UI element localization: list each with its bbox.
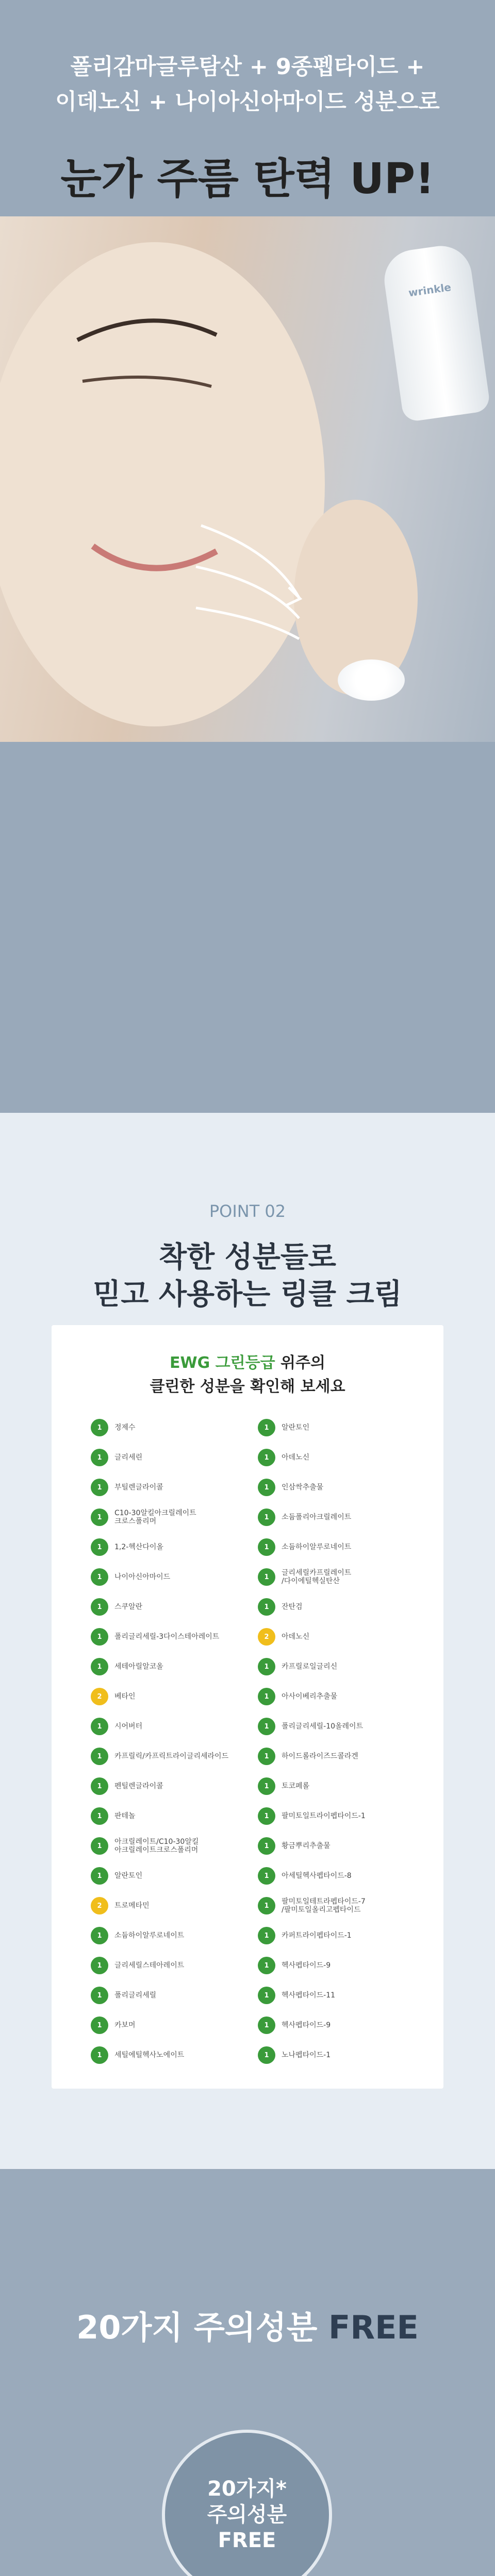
ingredient-name: 아데노신 — [282, 1453, 310, 1462]
ingredient-name: 하이드롤라이즈드콜라겐 — [282, 1752, 358, 1760]
ingredient-name: 황금뿌리추출물 — [282, 1842, 331, 1850]
ingredient-row — [258, 1476, 410, 1499]
ingredient-row — [258, 1744, 410, 1768]
ewg-grade-badge: 2 — [91, 1688, 108, 1705]
ingredient-name: 아데노신 — [282, 1633, 310, 1641]
ingredient-name: 헥사펩타이드-9 — [282, 1961, 331, 1970]
ingredient-name: 카프릴릭/카프릭트라이글리세라이드 — [114, 1752, 229, 1760]
ewg-grade-badge: 1 — [91, 1927, 108, 1944]
ingredient-name: 소듐폴리아크릴레이트 — [282, 1513, 352, 1521]
ingredient-name: 카퍼트라이펩타이드-1 — [282, 1931, 352, 1940]
ingredient-row — [91, 1685, 243, 1708]
ewg-grade-badge: 1 — [258, 1568, 275, 1586]
ingredient-name: 알란토인 — [114, 1872, 143, 1880]
ingredient-row — [258, 1446, 410, 1469]
lift-arrows-icon — [180, 505, 315, 675]
ewg-grade-badge: 1 — [258, 1688, 275, 1705]
ingredient-row — [258, 1834, 410, 1858]
ewg-grade-badge: 1 — [258, 1777, 275, 1795]
card-heading-2: 클린한 성분을 확인해 보세요 — [150, 1378, 345, 1396]
ingredient-name: 펜틸렌글라이콜 — [114, 1782, 163, 1790]
hero-subtitle-2: 이데노신 + 나이아신아마이드 성분으로 — [55, 89, 440, 115]
ingredient-row — [91, 1565, 243, 1589]
ewg-grade-badge: 2 — [258, 1628, 275, 1646]
ingredient-row — [91, 1924, 243, 1947]
ingredient-name: 잔탄검 — [282, 1603, 303, 1611]
ingredient-name: 부틸렌글라이콜 — [114, 1483, 163, 1492]
ingredient-name: 토코페롤 — [282, 1782, 310, 1790]
ingredient-row — [91, 1804, 243, 1828]
ingredient-name: 글리세릴카프릴레이트 /다이에틸헥실탄산 — [282, 1569, 352, 1585]
ewg-grade-badge: 1 — [91, 1479, 108, 1496]
ingredient-name: 팔미토일테트라펩타이드-7 /팔미토일올리고펩타이드 — [282, 1897, 366, 1914]
ingredient-name: 베타인 — [114, 1692, 136, 1701]
ewg-grade-badge: 2 — [91, 1897, 108, 1914]
ingredient-row — [91, 1535, 243, 1559]
tube-label: wrinkle — [407, 281, 452, 299]
ewg-grade-badge: 1 — [91, 1449, 108, 1466]
ingredients-title-1: 착한 성분들로 — [158, 1241, 337, 1274]
ingredient-name: 소듐하이알루로네이트 — [114, 1931, 185, 1940]
hero-headline: 눈가 주름 탄력 UP! — [60, 155, 435, 204]
ewg-grade-badge: 1 — [91, 1718, 108, 1735]
ingredient-name: 트로메타민 — [114, 1902, 150, 1910]
ingredient-row — [258, 1565, 410, 1589]
ewg-grade-badge: 1 — [91, 1987, 108, 2004]
ewg-grade-badge: 1 — [91, 1419, 108, 1436]
ingredient-name: 글리세릴스테아레이트 — [114, 1961, 185, 1970]
ingredient-row — [258, 1625, 410, 1649]
ingredient-row — [258, 2043, 410, 2067]
ewg-grade-badge: 1 — [91, 1867, 108, 1885]
ingredient-row — [258, 1655, 410, 1679]
free-title: 20가지 주의성분 FREE — [76, 2309, 419, 2346]
ingredient-name: 알란토인 — [282, 1423, 310, 1432]
ewg-grade-badge: 1 — [91, 1957, 108, 1974]
ewg-grade-badge: 1 — [91, 1509, 108, 1526]
ingredient-row — [258, 1595, 410, 1619]
ingredient-name: 나이아신아마이드 — [114, 1573, 171, 1581]
ingredient-row — [91, 1954, 243, 1977]
ingredient-name: 팔미토일트라이펩타이드-1 — [282, 1812, 366, 1820]
ingredient-row — [258, 1685, 410, 1708]
ingredient-name: 정제수 — [114, 1423, 136, 1432]
ingredient-name: 헥사펩타이드-9 — [282, 2021, 331, 2029]
ingredient-name: 폴리글리세릴-10올레이트 — [282, 1722, 364, 1731]
ingredient-row — [91, 2043, 243, 2067]
ewg-grade-badge: 1 — [91, 1807, 108, 1825]
ingredient-row — [91, 1774, 243, 1798]
ewg-grade-badge: 1 — [258, 1598, 275, 1616]
ewg-grade-badge: 1 — [91, 1628, 108, 1646]
ewg-grade-badge: 1 — [258, 1748, 275, 1765]
ingredient-name: 아크릴레이트/C10-30알킬 아크릴레이트크로스폴리머 — [114, 1838, 199, 1854]
ingredient-name: 노나펩타이드-1 — [282, 2051, 331, 2059]
ingredient-row — [91, 1416, 243, 1439]
ingredient-row — [258, 1804, 410, 1828]
ingredient-name: 1,2-헥산다이올 — [114, 1543, 163, 1551]
ingredient-name: 시어버터 — [114, 1722, 143, 1731]
ingredient-name: C10-30알킬아크릴레이트 크로스폴리머 — [114, 1509, 196, 1526]
ingredient-row — [258, 1894, 410, 1918]
ewg-grade-badge: 1 — [91, 2016, 108, 2034]
ewg-grade-badge: 1 — [91, 1748, 108, 1765]
ingredient-name: 헥사펩타이드-11 — [282, 1991, 336, 1999]
ingredient-name: 카프릴로일글리신 — [282, 1663, 338, 1671]
ewg-grade-badge: 1 — [91, 1658, 108, 1675]
ingredient-name: 판테놀 — [114, 1812, 136, 1820]
ingredient-row — [258, 1715, 410, 1738]
cream-dollop-image — [338, 659, 405, 701]
ingredient-row — [91, 2013, 243, 2037]
ingredient-name: 아세틸헥사펩타이드-8 — [282, 1872, 352, 1880]
ingredient-row — [91, 1476, 243, 1499]
ewg-green-label: EWG 그린등급 — [170, 1354, 275, 1372]
ewg-grade-badge: 1 — [258, 1867, 275, 1885]
ewg-grade-badge: 1 — [258, 2016, 275, 2034]
card-heading-1: EWG 그린등급 위주의 — [170, 1354, 325, 1372]
point-02-label: POINT 02 — [209, 1201, 286, 1221]
ingredient-name: 인삼싹추출물 — [282, 1483, 324, 1492]
ewg-grade-badge: 1 — [258, 1897, 275, 1914]
ewg-grade-badge: 1 — [258, 1837, 275, 1855]
ingredient-row — [258, 1984, 410, 2007]
ingredients-card — [52, 1325, 443, 2089]
ingredient-row — [258, 1864, 410, 1888]
ingredient-row — [91, 1595, 243, 1619]
ingredient-name: 폴리글리세릴-3다이스테아레이트 — [114, 1633, 220, 1641]
ingredient-row — [91, 1715, 243, 1738]
ingredient-row — [258, 1924, 410, 1947]
hero-section — [0, 0, 495, 1113]
ingredient-row — [258, 1505, 410, 1529]
hero-subtitle-1: 폴리감마글루탐산 + 9종펩타이드 + — [70, 54, 425, 80]
ewg-grade-badge: 1 — [258, 1419, 275, 1436]
ingredient-row — [91, 1446, 243, 1469]
ingredient-name: 카보머 — [114, 2021, 136, 2029]
ingredient-name: 글리세린 — [114, 1453, 143, 1462]
ingredient-row — [91, 1744, 243, 1768]
ingredient-name: 폴리글리세릴 — [114, 1991, 157, 1999]
ewg-grade-badge: 1 — [91, 1538, 108, 1556]
ewg-grade-badge: 1 — [91, 1837, 108, 1855]
ingredient-name: 스쿠알란 — [114, 1603, 143, 1611]
ingredient-row — [91, 1505, 243, 1529]
ewg-grade-badge: 1 — [91, 1598, 108, 1616]
ingredient-row — [91, 1625, 243, 1649]
ewg-grade-badge: 1 — [258, 1987, 275, 2004]
ewg-grade-badge: 1 — [258, 1538, 275, 1556]
ewg-grade-badge: 1 — [258, 1479, 275, 1496]
ewg-grade-badge: 1 — [258, 1449, 275, 1466]
ewg-grade-badge: 1 — [258, 1509, 275, 1526]
free-section — [0, 2169, 495, 2576]
ingredient-row — [258, 1774, 410, 1798]
ewg-grade-badge: 1 — [258, 1927, 275, 1944]
ingredient-row — [258, 1954, 410, 1977]
ingredients-section — [0, 1113, 495, 2169]
ewg-grade-badge: 1 — [258, 2046, 275, 2064]
free-badge-20: 20가지* 주의성분 FREE — [162, 2430, 332, 2576]
ingredient-row — [91, 1655, 243, 1679]
ewg-grade-badge: 1 — [258, 1658, 275, 1675]
ingredient-row — [258, 2013, 410, 2037]
ewg-grade-badge: 1 — [258, 1807, 275, 1825]
ingredient-row — [258, 1535, 410, 1559]
ingredient-name: 세틸에틸헥사노에이트 — [114, 2051, 185, 2059]
ewg-grade-badge: 1 — [91, 2046, 108, 2064]
ewg-grade-badge: 1 — [91, 1568, 108, 1586]
ingredient-row — [91, 1894, 243, 1918]
ingredient-name: 아사이베리추출물 — [282, 1692, 338, 1701]
ingredient-row — [91, 1834, 243, 1858]
ingredient-name: 소듐하이알루로네이트 — [282, 1543, 352, 1551]
ingredient-row — [91, 1984, 243, 2007]
ingredient-name: 세테아릴알코올 — [114, 1663, 163, 1671]
ewg-grade-badge: 1 — [91, 1777, 108, 1795]
ewg-grade-badge: 1 — [258, 1718, 275, 1735]
ewg-grade-badge: 1 — [258, 1957, 275, 1974]
ingredients-title-2: 믿고 사용하는 링클 크림 — [93, 1278, 402, 1311]
ingredient-row — [91, 1864, 243, 1888]
ingredient-row — [258, 1416, 410, 1439]
